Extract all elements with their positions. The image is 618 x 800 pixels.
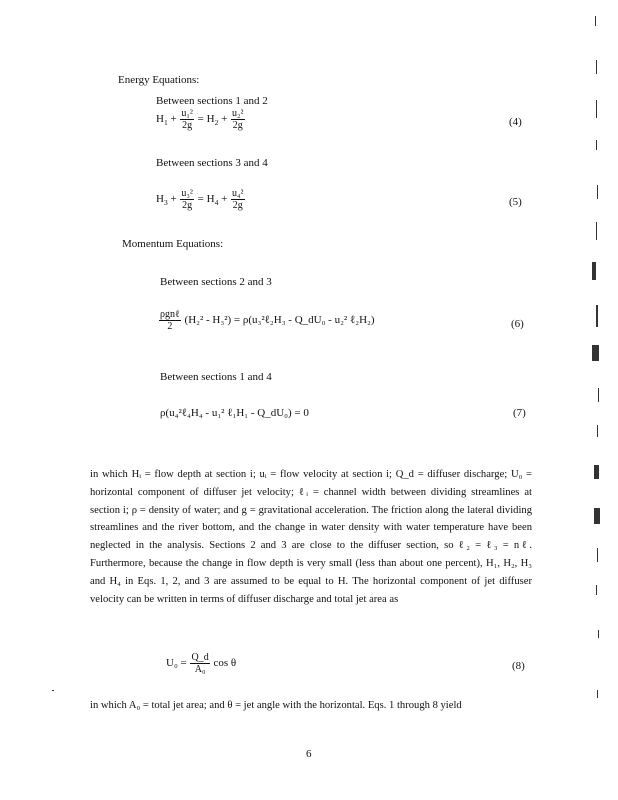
eq6-frac-den: 2 (167, 321, 173, 332)
scan-speck (594, 465, 599, 479)
equation-7-number: (7) (513, 407, 526, 419)
scan-speck (598, 630, 599, 638)
equation-4: $H_1$ + $\frac{\text{u₁²}}{2g}$ = $H_2$ + $\frac{\text{u₂²}}{2g}$ (156, 108, 244, 131)
scan-speck (596, 585, 597, 595)
eq4-frac1-num: u₁² (181, 108, 193, 119)
eq4-frac1-den: 2g (182, 120, 193, 131)
eq4-h1-sub: 1 (163, 118, 168, 128)
scan-speck (594, 508, 600, 524)
scan-speck (596, 100, 597, 118)
page-number: 6 (306, 748, 312, 760)
energy-equations-heading: Energy Equations: (118, 74, 200, 86)
eq5-h3: H (156, 193, 164, 206)
eq5-frac-1 (180, 188, 193, 211)
eq8-frac (190, 652, 209, 675)
scan-speck (597, 185, 598, 199)
eq5-frac2-den: 2g (232, 200, 243, 211)
eq5-h4: H (206, 193, 215, 206)
eq7-body: ρ(u₄²ℓ₄H₄ - u₁² ℓ₁H₁ - Q_dU₀) = 0 (160, 407, 309, 419)
equation-6-number: (6) (511, 318, 524, 330)
scan-speck (596, 305, 598, 327)
scan-speck (592, 262, 596, 280)
scan-speck (598, 388, 599, 402)
between-2-3-label: Between sections 2 and 3 (160, 276, 272, 288)
scan-speck (597, 690, 598, 698)
eq5-h3-sub: 3 (163, 198, 168, 208)
definitions-paragraph-text: in which Hᵢ = flow depth at section i; uᵢ = flow velocity at section i; Q_d = diffuser discharge; U₀ = horizontal component of diffuser jet velocity; ℓᵢ = channel width between dividing streamlines at section i; ρ = density of water; and g = gravitational acceleration. The friction along the lateral dividing streamlines and the river bottom, and the change in water density with water temperature have been neglected in the analysis. Sections 2 and 3 are close to the diffuser section, so ℓ₂ = ℓ₃ = nℓ. Furthermore, because the change in flow depth is very small (less than about one percent), H₁, H₂, H₃ and H₄ in Eqs. 1, 2, and 3 are assumed to be equal to H. The horizontal component of jet diffuser velocity can be written in terms of diffuser discharge and total jet area as (90, 469, 532, 605)
scan-speck (597, 425, 598, 437)
equation-4-number: (4) (509, 116, 522, 128)
eq4-h1: H (156, 113, 164, 126)
eq8-frac-den: A₀ (194, 664, 206, 675)
eq6-frac-num: ρgnℓ (160, 309, 180, 320)
eq5-frac1-num: u₃² (181, 188, 193, 199)
scan-speck (52, 690, 54, 691)
scan-speck (596, 222, 597, 240)
eq4-frac2-den: 2g (232, 120, 243, 131)
equation-6 (158, 309, 375, 332)
closing-paragraph (90, 697, 532, 715)
equation-7 (160, 407, 309, 419)
scan-speck (596, 60, 597, 74)
eq6-frac (159, 309, 181, 332)
equation-8-number: (8) (512, 660, 525, 672)
scan-speck (596, 140, 597, 150)
scan-speck (592, 345, 599, 361)
eq4-h2-sub: 2 (214, 118, 219, 128)
eq4-frac-1 (180, 108, 193, 131)
eq8-lhs: U₀ = (166, 657, 187, 670)
eq4-frac2-num: u₂² (232, 108, 244, 119)
eq5-frac1-den: 2g (182, 200, 193, 211)
eq8-rhs: cos θ (213, 657, 237, 670)
eq4-frac-2 (231, 108, 244, 131)
scan-speck (597, 548, 598, 562)
closing-paragraph-text: in which A₀ = total jet area; and θ = jet angle with the horizontal. Eqs. 1 through 8 yield (90, 700, 462, 711)
definitions-paragraph (90, 466, 532, 608)
scan-speck (595, 16, 596, 26)
eq5-frac-2 (231, 188, 244, 211)
eq5-frac2-num: u₄² (232, 188, 244, 199)
eq4-h2: H (206, 113, 215, 126)
equation-5-number: (5) (509, 196, 522, 208)
between-1-4-label: Between sections 1 and 4 (160, 371, 272, 383)
equation-5: $H_3$ + $\frac{\text{u₃²}}{2g}$ = $H_4$ + $\frac{\text{u₄²}}{2g}$ (156, 188, 244, 211)
eq8-frac-num: Q_d (191, 652, 209, 663)
between-3-4-label: Between sections 3 and 4 (156, 157, 268, 169)
eq5-h4-sub: 4 (214, 198, 219, 208)
between-1-2-label: Between sections 1 and 2 (156, 95, 268, 107)
equation-8 (166, 652, 236, 675)
momentum-equations-heading: Momentum Equations: (122, 238, 224, 250)
eq6-body: (H₂² - H₃²) = ρ(u₃²ℓ₂H₃ - Q_dU₀ - u₂² ℓ₂H₂) (184, 314, 375, 327)
